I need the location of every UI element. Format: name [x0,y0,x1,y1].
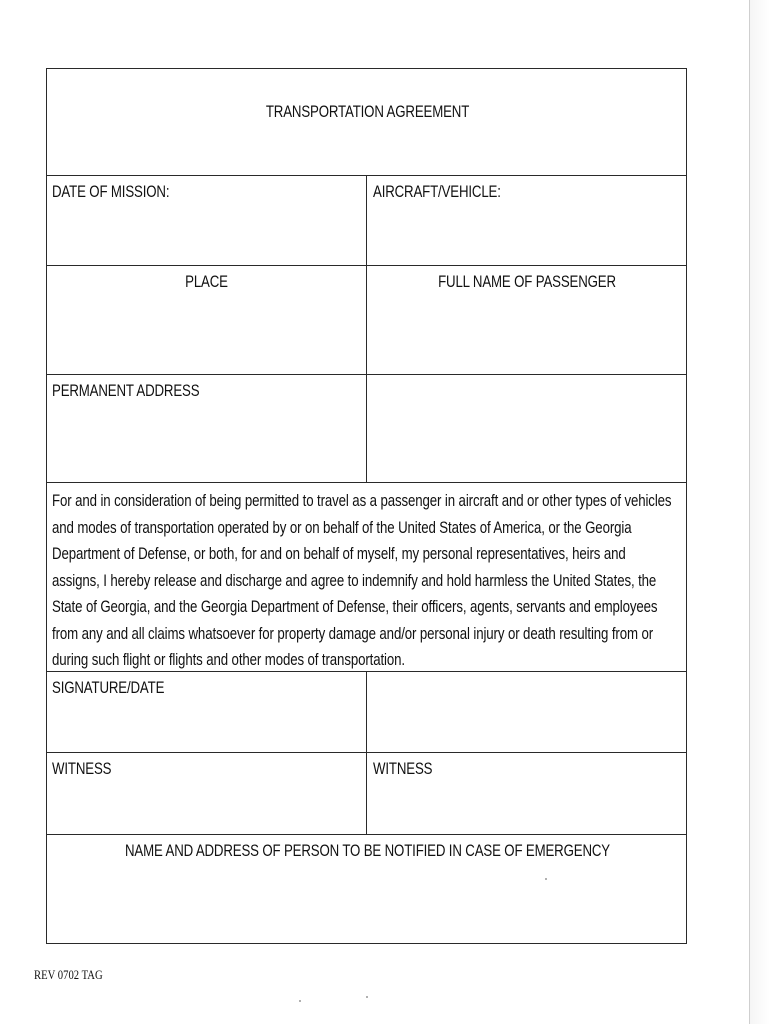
page-edge [749,0,770,1024]
place-field[interactable] [47,265,366,374]
aircraft-vehicle-field[interactable] [366,175,688,265]
form-title: TRANSPORTATION AGREEMENT [265,102,470,121]
witness-right-field[interactable] [366,752,688,834]
signature-date-label: SIGNATURE/DATE [52,678,165,697]
witness-left-field[interactable] [47,752,366,834]
signature-blank-field[interactable] [366,671,688,752]
aircraft-vehicle-label: AIRCRAFT/VEHICLE: [373,182,501,201]
date-of-mission-label: DATE OF MISSION: [52,182,170,201]
emergency-contact-field[interactable] [47,834,688,943]
witness-right-label: WITNESS [373,759,433,778]
emergency-contact-label: NAME AND ADDRESS OF PERSON TO BE NOTIFIED IN CASE OF EMERGENCY [125,841,610,860]
revision-code: REV 0702 TAG [34,967,103,982]
transportation-agreement-form [46,68,687,944]
permanent-address-label: PERMANENT ADDRESS [52,381,200,400]
signature-date-field[interactable] [47,671,366,752]
full-name-label: FULL NAME OF PASSENGER [438,272,616,291]
scan-speck [545,878,547,880]
agreement-text: For and in consideration of being permitted to travel as a passenger in aircraft and or other types of vehicles and modes of transportation operated by or on behalf of the United States of America, or the Georgia Department of Defense, or both, for and on behalf of myself, my personal representatives, heirs and assigns, I hereby release and discharge and agree to indemnify and hold harmless the United States, the State of Georgia, and the Georgia Department of Defense, their officers, agents, servants and employees from any and all claims whatsoever for property damage and/or personal injury or death resulting from or during such flight or flights and other modes of transportation. [52,491,672,669]
place-label: PLACE [185,272,228,291]
scan-speck [299,1000,301,1002]
divider-address [47,482,686,483]
date-of-mission-field[interactable] [47,175,366,265]
permanent-address-field[interactable] [47,374,688,482]
full-name-field[interactable] [366,265,688,374]
witness-left-label: WITNESS [52,759,112,778]
scan-speck [366,996,368,998]
